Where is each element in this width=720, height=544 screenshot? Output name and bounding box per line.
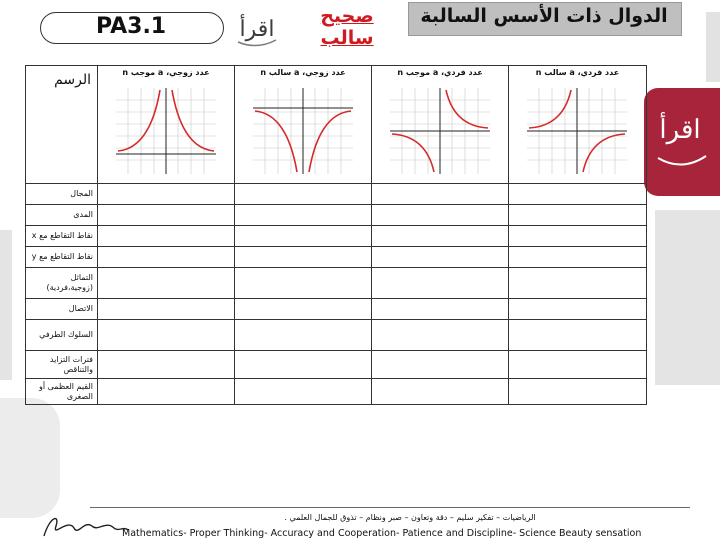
graph-even-positive — [116, 88, 216, 174]
row-label-increase-decrease: فترات التزايد والتناقص — [26, 351, 98, 379]
answer-cell[interactable] — [509, 299, 647, 320]
answer-cell[interactable] — [235, 379, 372, 405]
answer-cell[interactable] — [98, 184, 235, 205]
answer-cell[interactable] — [509, 184, 647, 205]
answer-cell[interactable] — [509, 247, 647, 268]
table-row — [26, 351, 647, 379]
answer-cell[interactable] — [509, 226, 647, 247]
row-label-y-intercepts: نقاط التقاطع مع y — [26, 247, 98, 268]
answer-cell[interactable] — [372, 268, 509, 299]
signature-icon — [40, 512, 130, 540]
table-row — [26, 247, 647, 268]
answer-cell[interactable] — [509, 268, 647, 299]
table-row — [26, 379, 647, 405]
answer-cell[interactable] — [372, 351, 509, 379]
row-label-domain: المجال — [26, 184, 98, 205]
properties-table — [25, 65, 647, 405]
answer-cell[interactable] — [235, 247, 372, 268]
answer-cell[interactable] — [98, 205, 235, 226]
column-header-3: عدد فردي، a موجب n — [397, 68, 483, 77]
column-header-1: عدد زوجي، a موجب n — [122, 68, 210, 77]
right-gray-decoration — [655, 210, 720, 385]
answer-cell[interactable] — [98, 320, 235, 351]
answer-cell[interactable] — [509, 351, 647, 379]
worksheet-code: PA3.1 — [96, 14, 167, 39]
answer-cell[interactable] — [98, 268, 235, 299]
answer-cell[interactable] — [372, 184, 509, 205]
footer-values-english: Mathematics- Proper Thinking- Accuracy and Cooperation- Patience and Discipline- Science Beauty sensation — [122, 528, 642, 539]
answer-cell[interactable] — [372, 320, 509, 351]
answer-cell[interactable] — [235, 351, 372, 379]
answer-cell[interactable] — [509, 379, 647, 405]
answer-cell[interactable] — [98, 247, 235, 268]
answer-cell[interactable] — [372, 299, 509, 320]
row-label-continuity: الاتصال — [26, 299, 98, 320]
left-gray-decoration-2 — [0, 398, 60, 518]
answer-cell[interactable] — [235, 226, 372, 247]
table-row — [26, 320, 647, 351]
left-gray-decoration — [0, 230, 12, 380]
row-label-end-behavior: السلوك الطرفي — [26, 320, 98, 351]
answer-cell[interactable] — [98, 351, 235, 379]
row-label-x-intercepts: نقاط التقاطع مع x — [26, 226, 98, 247]
answer-cell[interactable] — [235, 184, 372, 205]
answer-cell[interactable] — [235, 268, 372, 299]
side-logo-panel — [644, 88, 720, 196]
svg-text:اقرأ: اقرأ — [659, 115, 701, 145]
row-label-range: المدى — [26, 205, 98, 226]
graph-label: الرسم — [26, 66, 98, 184]
table-row — [26, 226, 647, 247]
table-row — [26, 299, 647, 320]
graph-cell-1 — [98, 66, 235, 184]
graph-odd-negative — [527, 88, 627, 174]
graph-cell-4 — [509, 66, 647, 184]
answer-cell[interactable] — [372, 205, 509, 226]
iqraa-logo-icon — [232, 4, 282, 50]
page-title: الدوال ذات الأسس السالبة — [420, 5, 668, 27]
graph-cell-2 — [235, 66, 372, 184]
answer-cell[interactable] — [235, 205, 372, 226]
answer-cell[interactable] — [509, 320, 647, 351]
column-header-4: عدد فردي، a سالب n — [535, 68, 620, 77]
graph-even-negative — [253, 88, 353, 174]
graph-row — [26, 66, 647, 184]
footer-divider — [90, 507, 690, 508]
answer-cell[interactable] — [98, 226, 235, 247]
graph-odd-positive — [390, 88, 490, 174]
answer-cell[interactable] — [98, 379, 235, 405]
answer-cell[interactable] — [509, 205, 647, 226]
row-label-symmetry: التماثل (زوجية،فردية) — [26, 268, 98, 299]
table-row — [26, 184, 647, 205]
row-label-extrema: القيم العظمى أو الصغرى — [26, 379, 98, 405]
footer-values-arabic: الرياضيات – تفكير سليم – دقة وتعاون – صبر ونظام – تذوق للجمال العلمي . — [284, 513, 536, 522]
svg-text:اقرأ: اقرأ — [239, 17, 275, 42]
iqraa-logo-side-icon — [644, 88, 720, 196]
table-row — [26, 205, 647, 226]
right-edge-decoration — [706, 12, 720, 82]
column-header-2: عدد زوجي، a سالب n — [260, 68, 346, 77]
answer-cell[interactable] — [372, 247, 509, 268]
answer-cell[interactable] — [235, 320, 372, 351]
answer-cell[interactable] — [372, 226, 509, 247]
table-row — [26, 268, 647, 299]
subtitle-red: صحيح سالب — [320, 5, 374, 49]
answer-cell[interactable] — [98, 299, 235, 320]
answer-cell[interactable] — [235, 299, 372, 320]
graph-cell-3 — [372, 66, 509, 184]
answer-cell[interactable] — [372, 379, 509, 405]
